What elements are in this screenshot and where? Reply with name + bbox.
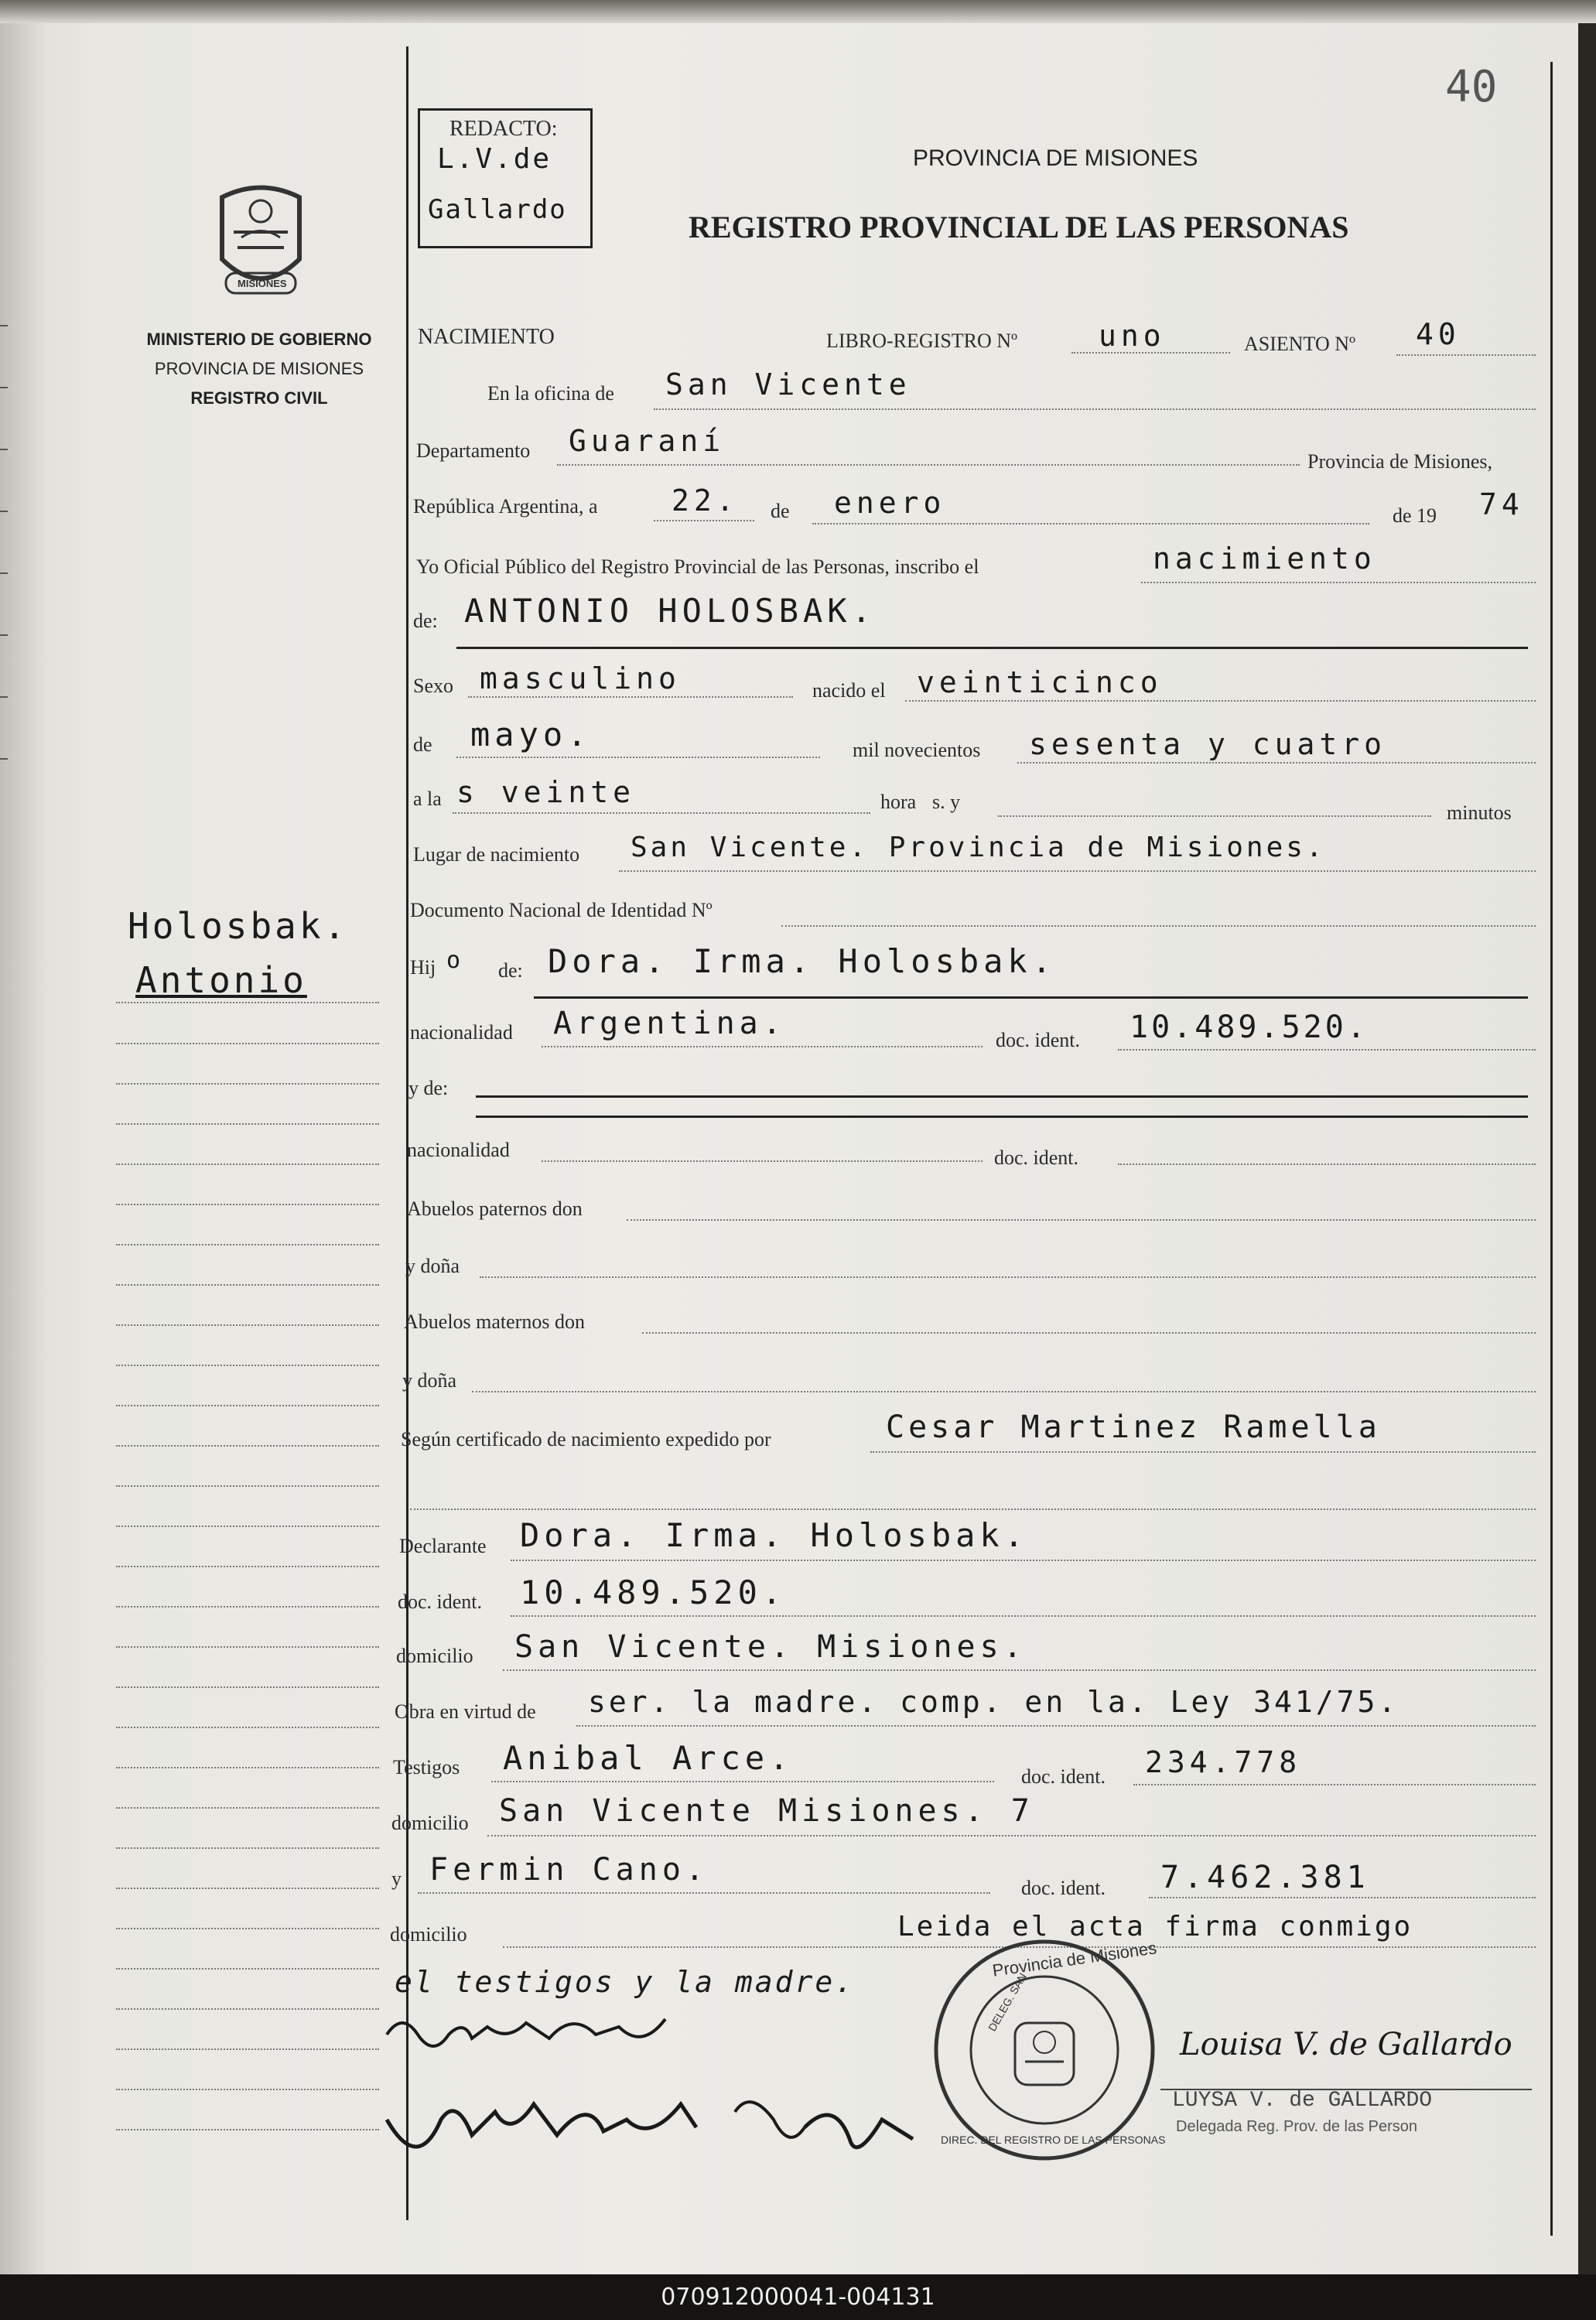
signatures [371,2004,928,2236]
certificado-label: Según certificado de nacimiento expedido por [401,1428,771,1450]
margin-note-surname: Holosbak. [128,905,349,947]
seal-inner-text: DIREC. DEL REGISTRO DE LAS PERSONAS [941,2134,1166,2146]
edge-tick [0,758,8,760]
redacto-name-line2: Gallardo [428,194,567,225]
margin-line [116,1043,379,1044]
test-doc-label: doc. ident. [1021,1765,1106,1788]
abuelos-maternos-label: Abuelos maternos don [404,1310,585,1333]
test-doc-label-2: doc. ident. [1021,1877,1106,1899]
edge-tick [0,511,8,512]
declarante-label: Declarante [399,1535,487,1557]
domicilio-value: San Vicente. Misiones. [514,1629,1027,1665]
de-label: de [771,500,790,522]
seal-deleg-text: DELEG. SAN [986,1970,1029,2034]
nacido-line [905,700,1536,702]
top-edge-shadow [0,0,1596,23]
hijo-de-label: de: [498,959,523,982]
decl-doc-label: doc. ident. [398,1591,483,1613]
testigo2-doc: 7.462.381 [1160,1860,1370,1895]
ministry-line1: MINISTERIO DE GOBIERNO [146,330,372,349]
mes-nac-line [456,757,820,758]
testigo1-value: Anibal Arce. [503,1739,794,1777]
dia-value: 22. [672,483,739,518]
asiento-label: ASIENTO Nº [1244,333,1356,355]
libro-line [1071,352,1230,354]
republica-label: República Argentina, a [413,495,598,518]
edge-tick [0,696,8,698]
obra-label: Obra en virtud de [395,1700,536,1723]
margin-line [116,1968,379,1970]
anio-value: 74 [1479,487,1524,521]
margin-line [116,1204,379,1205]
decl-doc-line [511,1615,1536,1617]
certificado-line-2 [410,1509,1536,1510]
y-label: y [391,1867,402,1890]
redacto-name-line1: L.V.de [437,143,552,175]
y-dona-label-2: y doña [402,1369,457,1392]
margin-line [116,1888,379,1889]
acto-line [1141,582,1536,583]
margin-line [116,2089,379,2090]
nombre-value: ANTONIO HOLOSBAK. [464,592,876,630]
official-signature: Louisa V. de Gallardo [1180,2027,1512,2062]
ministry-line3: REGISTRO CIVIL [190,388,328,408]
margin-line [116,1002,379,1003]
nombre-underline [456,647,1528,649]
doc-ident-line-2 [1118,1163,1536,1165]
oficial-label: Yo Oficial Público del Registro Provincial de las Personas, inscribo el [416,555,979,578]
right-frame-line [1550,62,1553,2236]
margin-line [116,1485,379,1487]
official-name-stamp: LUYSA V. de GALLARDO [1172,2089,1433,2113]
margin-line [116,2129,379,2130]
domicilio-label-2: domicilio [391,1812,469,1834]
dia-line [654,520,754,521]
lugar-label: Lugar de nacimiento [413,843,580,866]
libro-value: uno [1099,319,1166,353]
anio-nac-value: sesenta y cuatro [1029,727,1387,761]
margin-line [116,1807,379,1809]
asiento-line [1396,354,1536,356]
oficina-line [654,408,1536,410]
hora-value: s veinte [456,775,636,809]
padre-underline-2 [476,1116,1528,1118]
margin-line [116,2008,379,2010]
madre-doc-value: 10.489.520. [1130,1010,1369,1045]
official-round-seal [928,1934,1166,2166]
margin-line [116,1163,379,1165]
testigo-dom-value: San Vicente Misiones. 7 [499,1793,1034,1829]
nacionalidad-line [542,1046,983,1047]
dni-label: Documento Nacional de Identidad Nº [410,899,713,921]
domicilio-line [503,1669,1536,1671]
emblem-label: MISIONES [238,278,287,289]
edge-tick [0,572,8,574]
y-de-label: y de: [408,1077,449,1099]
hijo-suffix: o [446,947,461,974]
margin-line [116,1767,379,1768]
declarante-line [511,1560,1536,1561]
abuelos-maternos-line [642,1332,1536,1334]
lugar-line [619,870,1536,872]
y-dona-line [480,1276,1536,1278]
asiento-value: 40 [1416,317,1461,351]
header-title: REGISTRO PROVINCIAL DE LAS PERSONAS [689,210,1349,244]
redacto-label: REDACTO: [449,117,558,141]
anio-nac-line [1017,762,1536,764]
margin-line [116,1526,379,1527]
abuelos-paternos-label: Abuelos paternos don [407,1198,583,1220]
oficina-value: San Vicente [665,367,911,401]
edge-tick [0,634,8,636]
departamento-value: Guaraní [569,424,726,458]
nacionalidad-label: nacionalidad [410,1021,513,1044]
margin-line [116,1646,379,1648]
lugar-value: San Vicente. Provincia de Misiones. [631,832,1326,863]
ministry-line2: PROVINCIA DE MISIONES [154,359,364,378]
mes-line [812,523,1369,524]
madre-value: Dora. Irma. Holosbak. [548,942,1057,980]
acto-value: nacimiento [1153,542,1376,576]
redacto-stamp-box [418,108,593,248]
leida-value: Leida el acta firma conmigo [897,1911,1413,1942]
misiones-emblem-icon [203,174,319,306]
mes-value: enero [834,486,946,520]
page-number: 40 [1445,62,1498,112]
sexo-value: masculino [480,661,681,695]
padre-underline [476,1095,1528,1098]
margin-line [116,1847,379,1849]
departamento-label: Departamento [416,439,531,462]
margin-line [116,1405,379,1406]
margin-line [116,1244,379,1245]
abuelos-paternos-line [627,1219,1536,1221]
nacido-label: nacido el [812,679,886,702]
anio-prefix: de 19 [1393,504,1437,527]
margin-line [116,1445,379,1447]
margin-line [116,1365,379,1366]
dni-line [781,925,1536,927]
minutos-label: minutos [1447,801,1512,824]
testigos-label: Testigos [393,1756,460,1778]
a-la-label: a la [413,788,442,810]
obra-value: ser. la madre. comp. en la. Ley 341/75. [588,1685,1399,1719]
margin-line [116,1686,379,1688]
departamento-line [557,464,1300,466]
edge-tick [0,449,8,450]
declarante-value: Dora. Irma. Holosbak. [520,1516,1029,1554]
margin-line [116,1284,379,1286]
margin-line [116,1324,379,1326]
de-colon-label: de: [413,610,438,632]
testigo1-doc-line [1133,1784,1536,1785]
testigo1-doc: 234.778 [1145,1745,1302,1779]
y-dona-line-2 [472,1391,1536,1392]
testigo2-doc-line [1149,1897,1536,1898]
left-frame-line [406,46,408,2220]
margin-line [116,1083,379,1085]
domicilio-label-3: domicilio [390,1923,467,1946]
edge-tick [0,387,8,388]
nacionalidad-value: Argentina. [553,1006,786,1041]
hora-line [453,812,870,814]
margin-note-given: Antonio [135,959,307,1001]
madre-underline [534,996,1528,999]
mes-nac-value: mayo. [470,716,592,753]
official-title-stamp: Delegada Reg. Prov. de las Person [1176,2118,1418,2135]
certificado-line [870,1451,1536,1453]
oficina-label: En la oficina de [487,382,614,405]
decl-doc-value: 10.489.520. [520,1573,787,1611]
nacionalidad-line-2 [542,1160,983,1162]
doc-ident-label-2: doc. ident. [994,1146,1079,1169]
page-binding [0,0,46,2274]
edge-tick [0,325,8,326]
horas-suffix: s. y [932,791,961,813]
sexo-label: Sexo [413,675,453,697]
nacimiento-label: NACIMIENTO [418,325,555,349]
margin-line [116,2048,379,2050]
testigo2-line [418,1892,990,1894]
y-dona-label: y doña [405,1255,460,1277]
seal-outer-text: Provincia de Misiones [991,1938,1158,1980]
horas-label: hora [880,791,917,813]
sexo-line [468,696,793,698]
ministry-block [116,325,402,413]
testigo-dom-line [487,1835,1536,1837]
minutos-line [998,815,1431,817]
margin-line [116,1606,379,1608]
doc-ident-label: doc. ident. [996,1029,1081,1051]
domicilio-label: domicilio [396,1645,473,1667]
testigo2-value: Fermin Cano. [429,1852,709,1888]
nacionalidad-label-2: nacionalidad [407,1139,510,1161]
de-label-2: de [413,733,432,756]
header-province: PROVINCIA DE MISIONES [913,145,1198,171]
libro-label: LIBRO-REGISTRO Nº [826,330,1018,352]
margin-line [116,1727,379,1728]
mil-label: mil novecientos [853,739,981,761]
margin-line [116,1566,379,1567]
margin-line [116,1123,379,1125]
margin-line [116,1928,379,1929]
certificado-value: Cesar Martinez Ramella [886,1409,1381,1445]
hijo-label: Hij [410,956,436,979]
testigo1-line [491,1781,994,1782]
madre-doc-line [1118,1049,1536,1051]
provincia-label: Provincia de Misiones, [1307,450,1493,473]
obra-line [576,1725,1536,1727]
footer-image-id: 070912000041-004131 [0,2274,1596,2320]
cont-value: el testigos y la madre. [395,1965,856,1999]
nacido-value: veinticinco [917,665,1163,699]
